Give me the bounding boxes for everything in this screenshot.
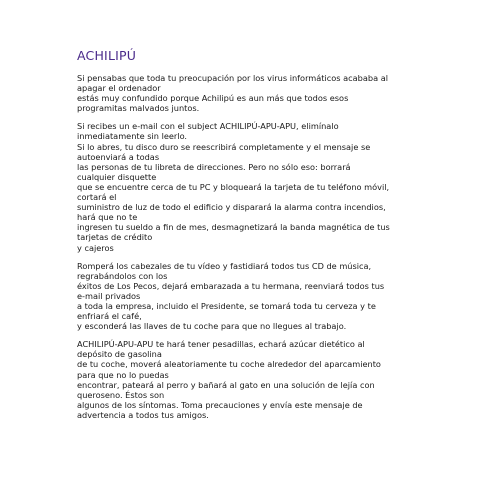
document-title: ACHILIPÚ	[77, 48, 137, 63]
text-line: encontrar, pateará al perro y bañará al gato en una solución de lejía con	[77, 379, 375, 390]
text-line: e-mail privados	[77, 290, 141, 301]
text-line: hará que no te	[77, 212, 138, 223]
text-line: y cajeros	[77, 242, 114, 253]
paragraph-damage	[77, 261, 429, 332]
text-line: suministro de luz de todo el edificio y disparará la alarma contra incendios,	[77, 202, 386, 213]
text-line: Romperá los cabezales de tu vídeo y fastidiará todos tus CD de música,	[77, 260, 372, 271]
text-line: las personas de tu libreta de direcciones. Pero no sólo eso: borrará	[77, 161, 351, 172]
text-line: algunos de los síntomas. Toma precauciones y envía este mensaje de	[77, 399, 363, 410]
text-line: para que no lo puedas	[77, 369, 169, 380]
text-line: y esconderá las llaves de tu coche para que no llegues al trabajo.	[77, 321, 347, 332]
text-line: Si lo abres, tu disco duro se reescribirá completamente y el mensaje se	[77, 141, 371, 152]
text-line: a toda la empresa, incluido el Presidente, se tomará toda tu cerveza y te	[77, 300, 376, 311]
paragraph-warning	[77, 121, 429, 252]
text-line: advertencia a todos tus amigos.	[77, 409, 209, 420]
text-line: programitas malvados juntos.	[77, 103, 200, 114]
text-line: de tu coche, moverá aleatoriamente tu coche alrededor del aparcamiento	[77, 359, 381, 370]
text-line: regrabándolos con los	[77, 270, 168, 281]
text-line: ACHILIPÚ-APU-APU te hará tener pesadillas, echará azúcar dietético al	[77, 339, 365, 350]
text-line: inmediatamente sin leerlo.	[77, 131, 188, 142]
text-line: que se encuentre cerca de tu PC y bloqueará la tarjeta de tu teléfono móvil,	[77, 181, 390, 192]
text-line: tarjetas de crédito	[77, 232, 153, 243]
text-line: cualquier disquette	[77, 171, 157, 182]
text-line: autoenviará a todas	[77, 151, 160, 162]
text-line: Si recibes un e-mail con el subject ACHILIPÚ-APU-APU, elimínalo	[77, 121, 339, 132]
text-line: estás muy confundido porque Achilipú es aun más que todos esos	[77, 93, 349, 104]
text-line: queroseno. Éstos son	[77, 389, 165, 400]
text-line: ingresen tu sueldo a fin de mes, desmagnetizará la banda magnética de tus	[77, 222, 390, 233]
text-line: depósito de gasolina	[77, 349, 162, 360]
document-body	[77, 48, 429, 428]
text-line: enfriará el café,	[77, 311, 142, 322]
text-line: éxitos de Los Pecos, dejará embarazada a tu hermana, reenviará todos tus	[77, 280, 385, 291]
paragraph-intro	[77, 73, 429, 113]
text-line: cortará el	[77, 192, 117, 203]
text-line: apagar el ordenador	[77, 83, 161, 94]
paragraph-symptoms	[77, 339, 429, 420]
text-line: Si pensabas que toda tu preocupación por los virus informáticos acababa al	[77, 73, 389, 83]
